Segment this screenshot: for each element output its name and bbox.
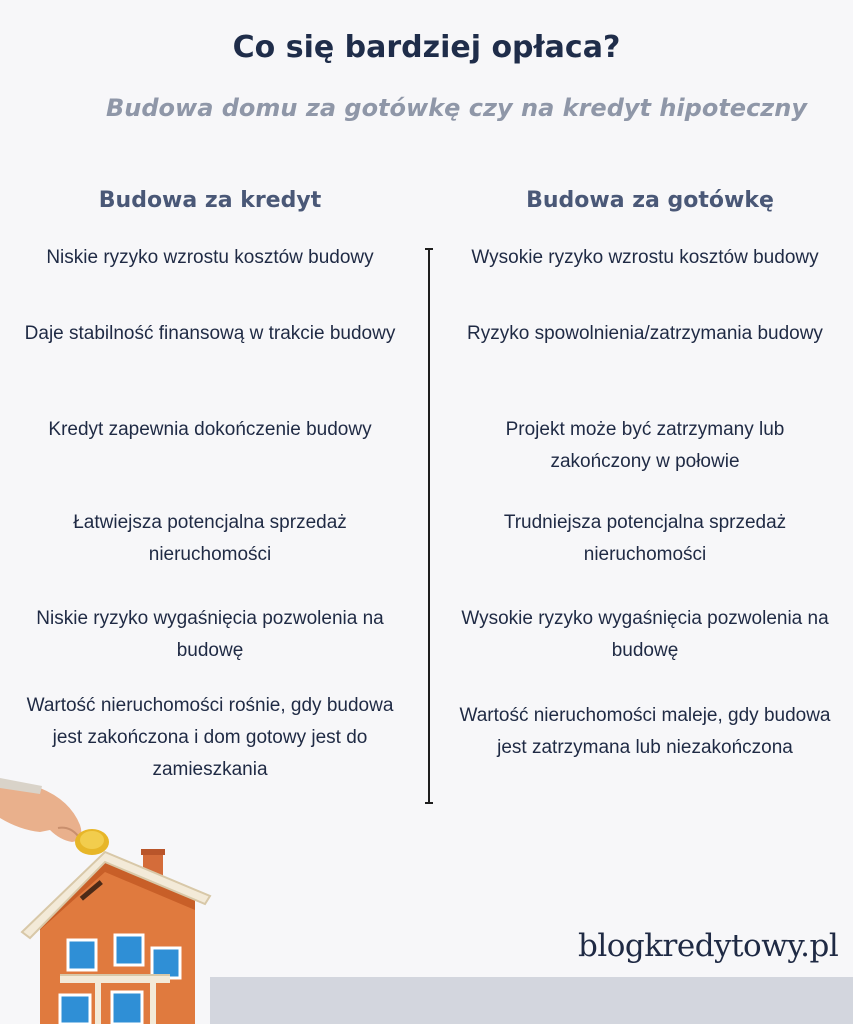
house-coin-illustration	[0, 770, 230, 1024]
right-item: Trudniejsza potencjalna sprzedaż nieruchomości	[503, 512, 787, 565]
left-column-heading: Budowa za kredyt	[98, 188, 322, 213]
column-divider	[428, 248, 430, 804]
page-subtitle: Budowa domu za gotówkę czy na kredyt hipoteczny	[105, 94, 807, 122]
coin-icon	[75, 829, 109, 855]
left-item: Niskie ryzyko wygaśnięcia pozwolenia na budowę	[36, 608, 384, 661]
page-title: Co się bardziej opłaca?	[232, 30, 621, 65]
left-item: Kredyt zapewnia dokończenie budowy	[48, 419, 372, 440]
right-item: Projekt może być zatrzymany lub zakończony w połowie	[505, 419, 785, 472]
footer-bar	[210, 977, 853, 1024]
brand-logo: blogkredytowy.pl	[578, 928, 839, 964]
right-item: Wartość nieruchomości maleje, gdy budowa jest zatrzymana lub niezakończona	[459, 705, 831, 758]
left-item: Daje stabilność finansową w trakcie budowy	[24, 323, 396, 344]
right-item: Wysokie ryzyko wzrostu kosztów budowy	[471, 247, 819, 268]
right-column-heading: Budowa za gotówkę	[526, 188, 774, 213]
right-item: Wysokie ryzyko wygaśnięcia pozwolenia na budowę	[461, 608, 829, 661]
left-item: Wartość nieruchomości rośnie, gdy budowa jest zakończona i dom gotowy jest do zamieszkania	[26, 695, 394, 780]
house-icon	[22, 849, 210, 1024]
hand-icon	[0, 778, 81, 842]
left-item: Łatwiejsza potencjalna sprzedaż nieruchomości	[73, 512, 347, 565]
right-item: Ryzyko spowolnienia/zatrzymania budowy	[467, 323, 823, 344]
left-item: Niskie ryzyko wzrostu kosztów budowy	[46, 247, 374, 268]
